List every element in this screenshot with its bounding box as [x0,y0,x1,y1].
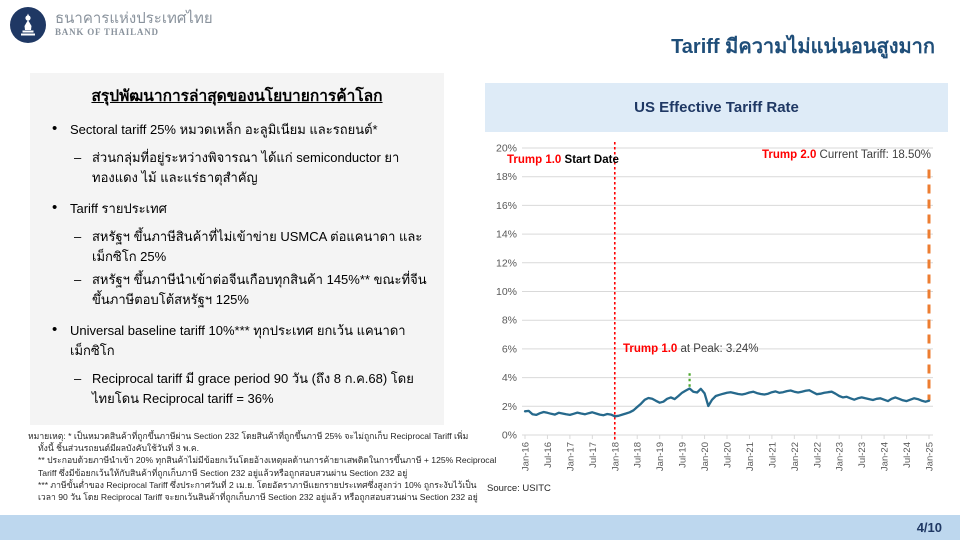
bullet-group [44,120,430,188]
svg-text:Jan-23: Jan-23 [834,442,846,472]
bullet-group [44,199,430,310]
annotation-trump1-peak [623,343,759,355]
svg-text:6%: 6% [501,343,517,356]
annotation-trump2-current-red: Trump 2.0 [762,149,817,161]
footnote-line: เวลา 90 วัน โดย Reciprocal Tariff จะยกเว้นสินค้าที่ถูกเก็บภาษี Section 232 อยู่แล้ว หรือถูกสอบสวนผ่าน Section 232 อยู่ [38,492,478,503]
svg-text:Jan-21: Jan-21 [744,442,756,472]
svg-text:Jul-17: Jul-17 [587,442,599,468]
svg-text:2%: 2% [501,400,517,413]
svg-text:Jul-24: Jul-24 [902,442,914,468]
svg-text:Jan-19: Jan-19 [655,442,667,472]
footnote-line: ** ประกอบด้วยภาษีนำเข้า 20% ทุกสินค้าไม่มีข้อยกเว้นโดยอ้างเหตุผลด้านการค้ายาเสพติดในการขึ้นภาษี + 125% Reciprocal [38,455,497,466]
brand-name-english: BANK OF THAILAND [55,27,159,37]
svg-text:Jul-20: Jul-20 [722,442,734,468]
annotation-trump1-start-date [507,154,619,166]
svg-text:14%: 14% [495,228,517,241]
bot-logo-icon [10,7,46,43]
brand-name-thai: ธนาคารแห่งประเทศไทย [55,10,213,27]
chart-source: Source: USITC [487,483,551,494]
svg-text:Jul-21: Jul-21 [767,442,779,468]
panel-title: สรุปพัฒนาการล่าสุดของนโยบายการค้าโลก [91,88,383,105]
svg-text:Jan-22: Jan-22 [789,442,801,472]
seated-deity-glyph [17,13,39,37]
svg-text:8%: 8% [501,314,517,327]
us-effective-tariff-rate-chart [485,140,948,485]
annotation-trump2-current-rest: Current Tariff: 18.50% [816,149,931,161]
slide-title: Tariff มีความไม่แน่นอนสูงมาก [671,36,935,58]
page-number: 4/10 [916,520,942,535]
svg-text:10%: 10% [495,286,517,298]
annotation-trump1-peak-red: Trump 1.0 [623,343,678,355]
svg-text:0%: 0% [501,429,517,442]
chart-title: US Effective Tariff Rate [634,99,799,116]
annotation-trump1-start-red: Trump 1.0 [507,154,562,166]
sub-bullet-item: – สหรัฐฯ ขึ้นภาษีนำเข้าต่อจีนเกือบทุกสินค้า 145%** ขณะที่จีนขึ้นภาษีตอบโต้สหรัฐฯ 125% [44,270,430,310]
footnote-line: ทั้งนี้ ชิ้นส่วนรถยนต์มีผลบังคับใช้วันที่ 3 พ.ค. [38,443,200,454]
annotation-trump1-peak-rest: at Peak: 3.24% [677,343,759,355]
bullet-item: • Sectoral tariff 25% หมวดเหล็ก อะลูมิเนียม และรถยนต์* [44,120,430,140]
sub-bullet-item: – ส่วนกลุ่มที่อยู่ระหว่างพิจารณา ได้แก่ semiconductor ยา ทองแดง ไม้ และแร่ธาตุสำคัญ [44,148,430,188]
footnote-line: หมายเหตุ: * เป็นหมวดสินค้าที่ถูกขึ้นภาษีผ่าน Section 232 โดยสินค้าที่ถูกขึ้นภาษี 25% จะไม่ถูกเก็บ Reciprocal Tariff เพิ่ม [28,431,469,441]
svg-text:Jan-16: Jan-16 [520,442,532,472]
footnote-line: Tariff ซึ่งมีข้อยกเว้นให้กับสินค้าที่ถูกเก็บภาษี Section 232 อยู่แล้วหรือถูกสอบสวนผ่าน Section 232 อยู่ [38,467,408,478]
chart-title-banner [485,83,948,132]
bullet-item: • Universal baseline tariff 10%*** ทุกประเทศ ยกเว้น แคนาดา เม็กซิโก [44,321,430,361]
svg-text:Jul-19: Jul-19 [677,442,689,468]
svg-text:4%: 4% [501,372,517,385]
sub-bullet-item: – Reciprocal tariff มี grace period 90 วัน (ถึง 8 ก.ค.68) โดยไทยโดน Reciprocal tariff = 36% [44,369,430,409]
tariff-line-chart-svg [485,140,948,485]
svg-text:Jan-25: Jan-25 [924,442,936,472]
svg-text:18%: 18% [495,171,517,184]
bullet-list [44,120,430,409]
svg-text:Jan-24: Jan-24 [879,442,891,472]
svg-text:Jan-18: Jan-18 [610,442,622,472]
svg-text:Jul-18: Jul-18 [632,442,644,468]
svg-text:Jul-16: Jul-16 [542,442,554,468]
footnotes [28,430,498,503]
svg-text:20%: 20% [495,142,517,155]
footer-bar [0,515,960,540]
annotation-trump2-current-tariff [762,149,931,161]
svg-text:Jan-20: Jan-20 [700,442,712,472]
svg-text:16%: 16% [495,199,517,212]
bullet-group [44,321,430,409]
svg-text:12%: 12% [495,257,517,270]
svg-text:Jan-17: Jan-17 [565,442,577,472]
bullet-item: • Tariff รายประเทศ [44,199,430,219]
trade-policy-summary-panel [30,73,444,425]
bank-of-thailand-logo [10,7,213,43]
svg-text:Jul-23: Jul-23 [857,442,869,468]
footnote-line: *** ภาษีขั้นต่ำของ Reciprocal Tariff ซึ่งประกาศวันที่ 2 เม.ย. โดยอัตราภาษีแยกรายประเทศซึ่งสูงกว่า 10% ถูกระงับไว้เป็น [38,479,477,490]
svg-text:Jul-22: Jul-22 [812,442,824,468]
annotation-trump1-start-rest: Start Date [561,154,619,166]
sub-bullet-item: – สหรัฐฯ ขึ้นภาษีสินค้าที่ไม่เข้าข่าย USMCA ต่อแคนาดา และเม็กซิโก 25% [44,227,430,267]
